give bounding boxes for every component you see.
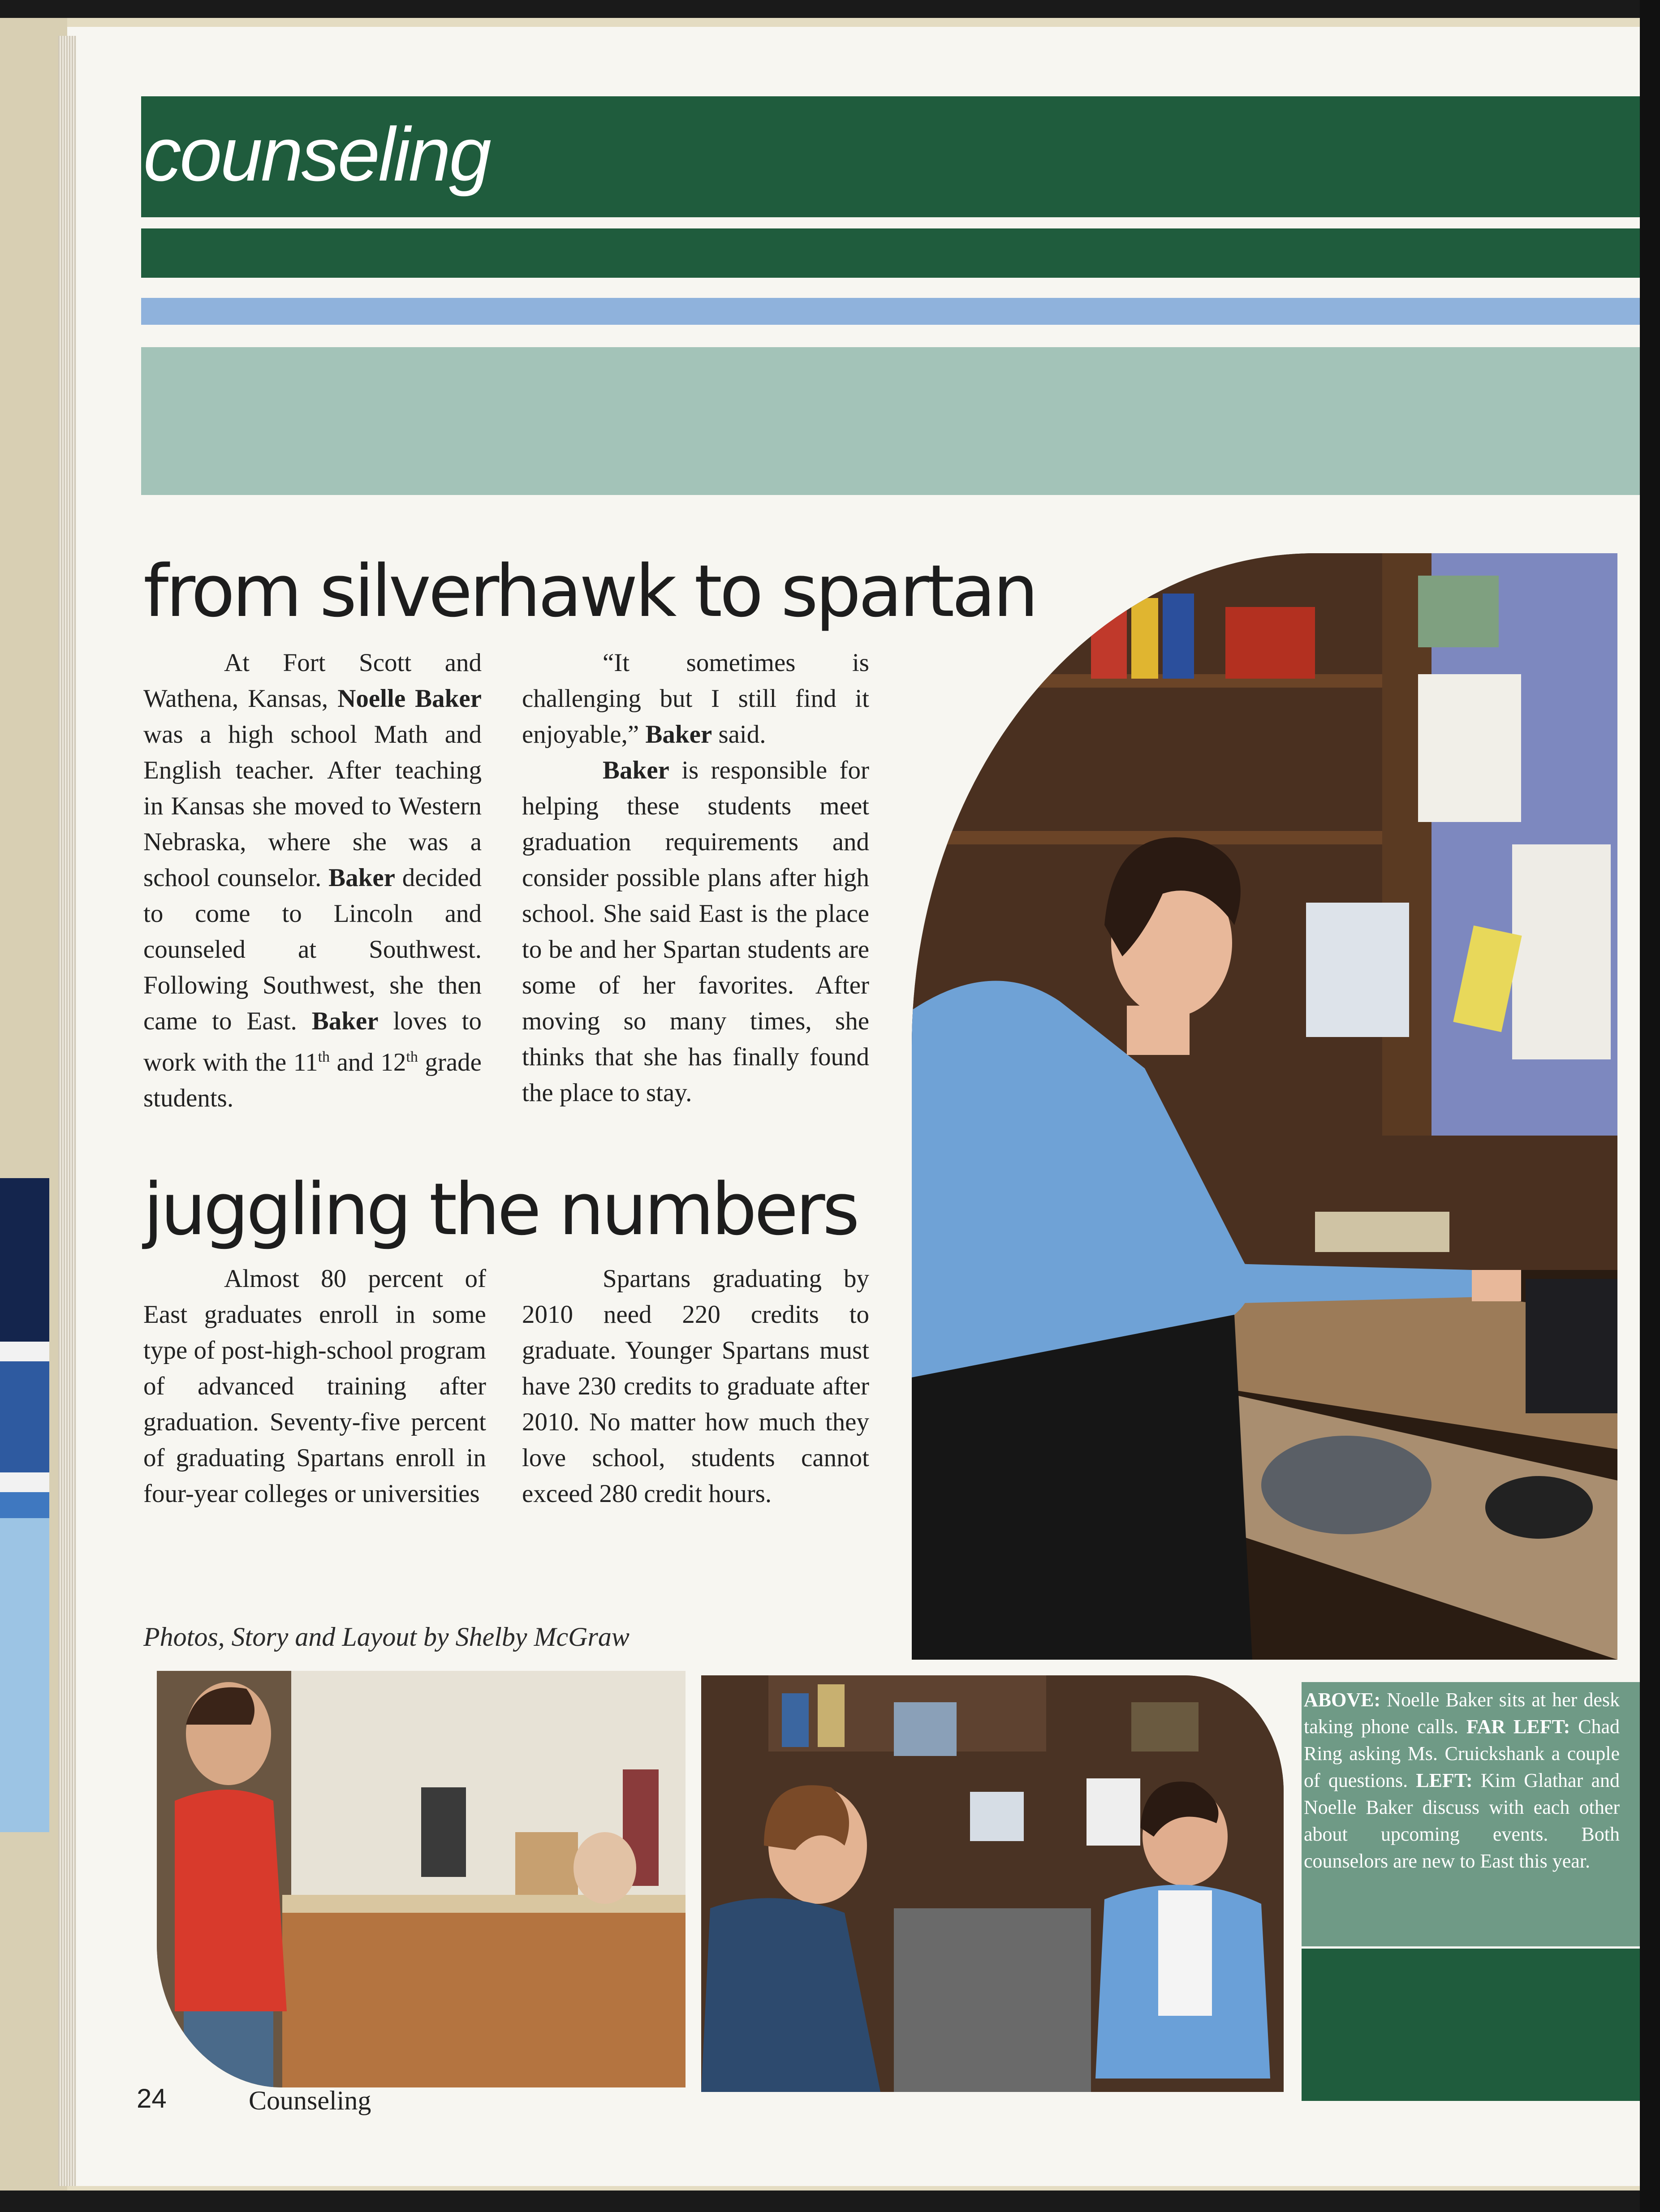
photo-caption: [1304, 1687, 1620, 1875]
headline-numbers: juggling the numbers: [143, 1167, 857, 1251]
name: Noelle Baker: [337, 684, 482, 713]
section-title: counseling: [143, 112, 490, 197]
text: grade students.: [143, 1048, 482, 1112]
scan-border-top: [0, 0, 1660, 18]
text: At Fort Scott and Wathena, Kansas,: [143, 649, 482, 713]
quote: “It sometimes is challenging but I still find it enjoyable,”: [522, 649, 869, 749]
caption-text: Kim Glathar and Noelle Baker discuss with each other about upcoming events. Both counselors are new to East this year.: [1304, 1769, 1620, 1872]
photo-credit: Photos, Story and Layout by Shelby McGraw: [143, 1622, 630, 1652]
text: is responsible for helping these students meet graduation requirements and consider possible plans after high school. She said East is the place to be and her Spartan students are some of her favorites. After moving so many times, she thinks that she has finally found the place to stay.: [522, 756, 869, 1107]
text: and 12: [336, 1048, 406, 1076]
caption-label: ABOVE:: [1304, 1689, 1381, 1711]
name: Baker: [311, 1007, 379, 1035]
caption-text: Chad Ring asking Ms. Cruickshank a couple of questions.: [1304, 1716, 1620, 1791]
scan-border-right: [1640, 0, 1660, 2212]
header-band-dark: [141, 228, 1640, 278]
name: Baker: [645, 720, 712, 749]
header-band-blue: [141, 298, 1640, 325]
story1-column-2: [522, 645, 869, 1111]
photo-counselors-illustration: [701, 1675, 1284, 2092]
caption-text: Noelle Baker sits at her desk taking phone calls.: [1304, 1689, 1620, 1738]
page-edges: [58, 36, 76, 2186]
text: was a high school Math and English teacher. After teaching in Kansas she moved to Western Nebraska, where she was a school counselor.: [143, 720, 482, 892]
name: Baker: [603, 756, 669, 784]
text: loves to work with the 11: [143, 1007, 482, 1076]
caption-label: LEFT:: [1416, 1769, 1473, 1791]
story2-column-1: [143, 1261, 486, 1512]
story2-column-2: [522, 1261, 869, 1512]
caption-band-large: [1302, 1971, 1640, 2101]
header-band-sage: [141, 347, 1640, 495]
superscript: th: [406, 1049, 418, 1065]
caption-label: FAR LEFT:: [1466, 1716, 1570, 1738]
story2-text-1: Almost 80 percent of East graduates enroll in some type of post-high-school program of advanced training after graduation. Seventy-five percent of graduating Spartans enroll in four-year colleges or universities: [143, 1265, 486, 1508]
name: Baker: [328, 864, 395, 892]
book-binding: [0, 0, 67, 2212]
spine-color-strip: [0, 1178, 49, 1832]
page-number: 24: [137, 2083, 167, 2113]
text: said.: [718, 720, 766, 749]
text: decided to come to Lincoln and counseled at Southwest. Following Southwest, she then came to East.: [143, 864, 482, 1035]
superscript: th: [318, 1049, 330, 1065]
story2-text-2: Spartans graduating by 2010 need 220 credits to graduate. Younger Spartans must have 230 credits to graduate after 2010. No matter how much they love school, students cannot exceed 280 credit hours.: [522, 1265, 869, 1508]
story1-column-1: [143, 645, 482, 1116]
photo-chad-ring: [157, 1671, 686, 2087]
photo-chad-ring-illustration: [157, 1671, 686, 2087]
header-band-divider: [141, 217, 1640, 228]
footer-section-name: Counseling: [249, 2086, 371, 2115]
scan-border-bottom: [0, 2190, 1660, 2212]
photo-counselors: [701, 1675, 1284, 2092]
photo-baker-desk-illustration: [912, 553, 1617, 1660]
headline-silverhawk: from silverhawk to spartan: [143, 549, 1036, 633]
photo-baker-desk: [912, 553, 1617, 1660]
